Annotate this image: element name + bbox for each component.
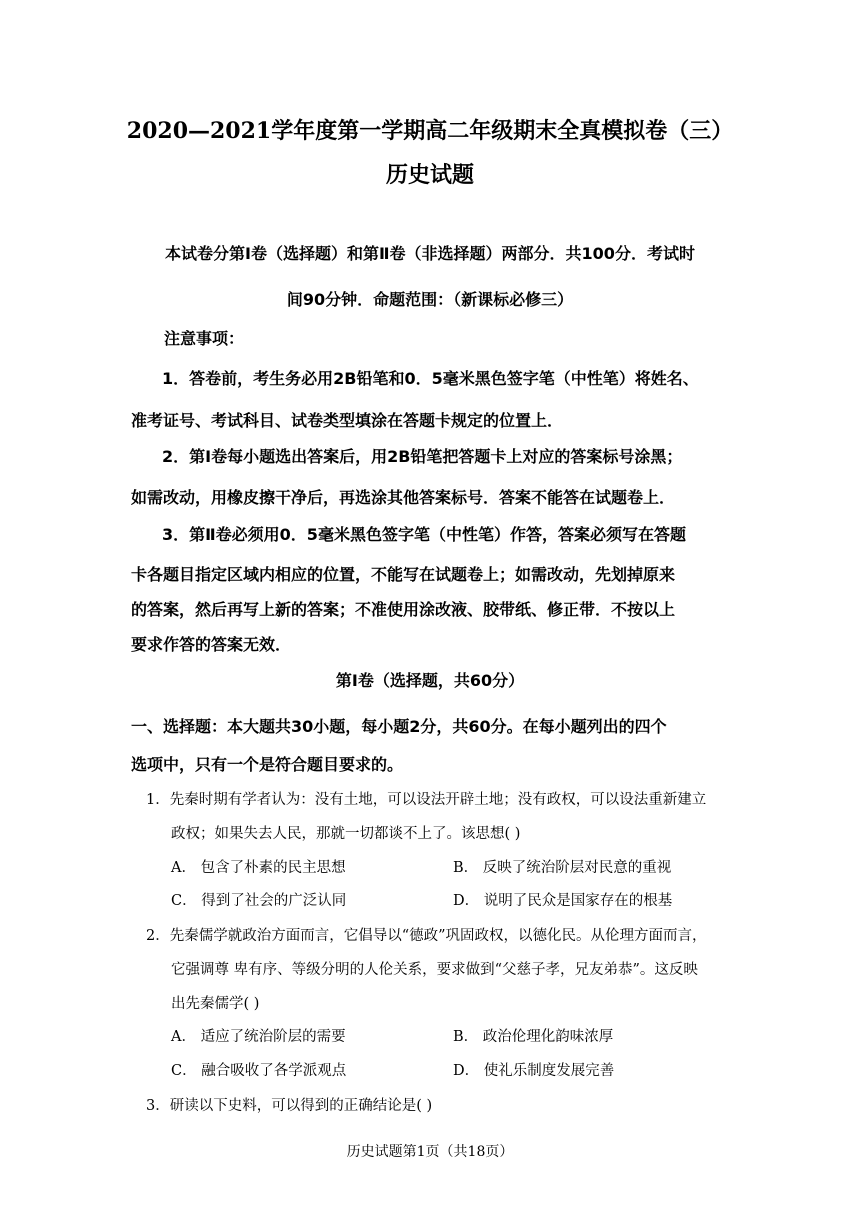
note-1-line-1: 1．答卷前，考生务必用2B铅笔和0．5毫米黑色签字笔（中性笔）将姓名、 xyxy=(162,369,699,388)
question-2-option-a: A． 适应了统治阶层的需要 xyxy=(171,1029,346,1045)
note-3-line-1: 3．第Ⅱ卷必须用0．5毫米黑色签字笔（中性笔）作答，答案必须写在答题 xyxy=(162,525,686,544)
question-1-option-c: C． 得到了社会的广泛认同 xyxy=(171,893,347,909)
question-1-option-a: A． 包含了朴素的民主思想 xyxy=(171,860,346,876)
question-1-option-b: B． 反映了统治阶层对民意的重视 xyxy=(453,860,672,876)
note-3-line-2: 卡各题目指定区域内相应的位置，不能写在试题卷上；如需改动，先划掉原来 xyxy=(131,565,676,584)
note-3-line-4: 要求作答的答案无效． xyxy=(131,635,292,654)
part-1-instructions-line-1: 一、选择题：本大题共30小题，每小题2分，共60分。在每小题列出的四个 xyxy=(131,717,667,736)
question-2-stem-line-3: 出先秦儒学( ) xyxy=(171,996,260,1012)
note-3-line-3: 的答案，然后再写上新的答案；不准使用涂改液、胶带纸、修正带．不按以上 xyxy=(131,600,676,619)
page-footer: 历史试题第1页（共18页） xyxy=(346,1144,514,1160)
question-2-stem-line-2: 它强调尊 卑有序、等级分明的人伦关系，要求做到“父慈子孝，兄友弟恭”。这反映 xyxy=(171,962,698,978)
question-1-stem-line-2: 政权；如果失去人民，那就一切都谈不上了。该思想( ) xyxy=(171,826,521,842)
question-2-option-c: C． 融合吸收了各学派观点 xyxy=(171,1063,347,1079)
note-1-line-2: 准考证号、考试科目、试卷类型填涂在答题卡规定的位置上． xyxy=(131,411,564,430)
question-1-stem-line-1: 1．先秦时期有学者认为：没有土地，可以设法开辟土地；没有政权，可以设法重新建立 xyxy=(146,792,707,808)
question-2-option-b: B． 政治伦理化韵味浓厚 xyxy=(453,1029,614,1045)
exam-subtitle: 历史试题 xyxy=(385,162,474,188)
exam-title: 2020—2021学年度第一学期高二年级期末全真模拟卷（三） xyxy=(126,118,734,144)
section-1-heading: 第Ⅰ卷（选择题，共60分） xyxy=(335,671,525,690)
note-2-line-1: 2．第Ⅰ卷每小题选出答案后，用2B铅笔把答题卡上对应的答案标号涂黑； xyxy=(162,447,683,466)
question-2-option-d: D． 使礼乐制度发展完善 xyxy=(453,1063,615,1079)
part-1-instructions-line-2: 选项中，只有一个是符合题目要求的。 xyxy=(131,755,404,774)
question-3-stem-line-1: 3．研读以下史料，可以得到的正确结论是( ) xyxy=(146,1098,433,1114)
intro-line-1: 本试卷分第Ⅰ卷（选择题）和第Ⅱ卷（非选择题）两部分．共100分．考试时 xyxy=(165,244,695,263)
intro-line-2: 间90分钟．命题范围：（新课标必修三） xyxy=(286,290,574,309)
question-1-option-d: D． 说明了民众是国家存在的根基 xyxy=(453,893,673,909)
notes-label: 注意事项： xyxy=(164,329,245,348)
note-2-line-2: 如需改动，用橡皮擦干净后，再选涂其他答案标号．答案不能答在试题卷上． xyxy=(131,488,676,507)
question-2-stem-line-1: 2．先秦儒学就政治方面而言，它倡导以“德政”巩固政权，以德化民。从伦理方面而言， xyxy=(146,928,707,944)
